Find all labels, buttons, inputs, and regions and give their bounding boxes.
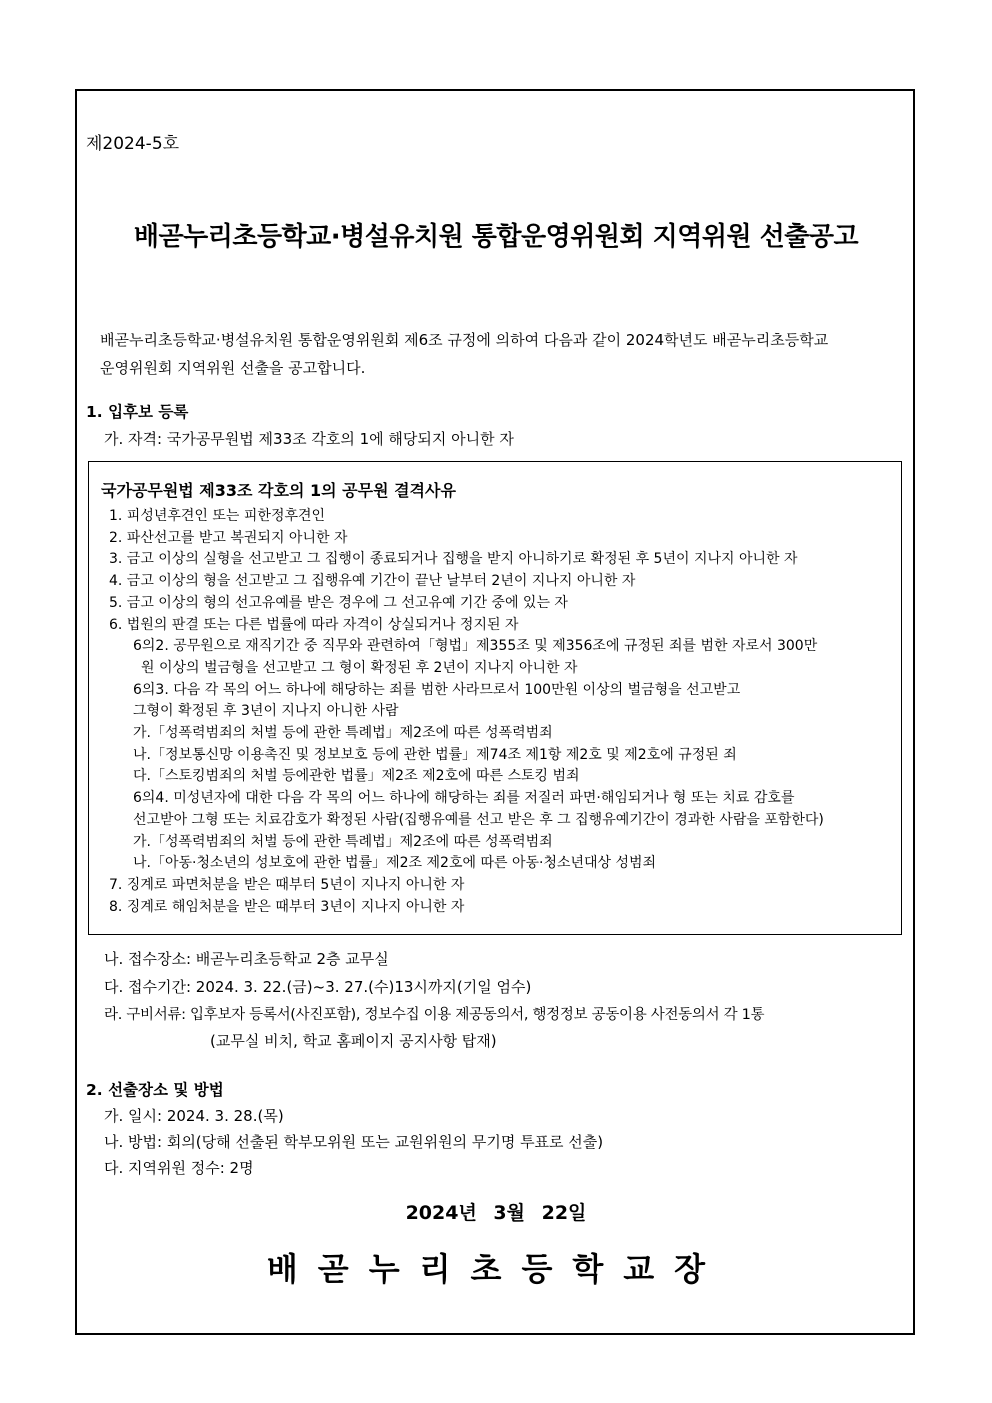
- list-item: 가.「성폭력범죄의 처벌 등에 관한 특례법」제2조에 따른 성폭력범죄: [133, 725, 553, 742]
- list-item: 선고받아 그형 또는 치료감호가 확정된 사람(집행유예를 선고 받은 후 그 집행유예기간이 경과한 사람을 포함한다): [133, 811, 824, 828]
- notice-date: 2024년 3월 22일: [405, 1202, 587, 1224]
- list-item: 6의4. 미성년자에 대한 다음 각 목의 어느 하나에 해당하는 죄를 저질러 파면·해임되거나 형 또는 치료 감호를: [133, 790, 795, 807]
- qualification-line: 가. 자격: 국가공무원법 제33조 각호의 1에 해당되지 아니한 자: [104, 430, 514, 448]
- datetime-line: 가. 일시: 2024. 3. 28.(목): [104, 1107, 284, 1125]
- period-line: 다. 접수기간: 2024. 3. 22.(금)~3. 27.(수)13시까지(기일 엄수): [104, 978, 532, 996]
- principal-signature: 배곧누리초등학교장: [266, 1250, 726, 1288]
- list-item: 6의3. 다음 각 목의 어느 하나에 해당하는 죄를 범한 사라므로서 100만원 이상의 벌금형을 선고받고: [133, 681, 741, 698]
- documents-note: (교무실 비치, 학교 홈페이지 공지사항 탑재): [210, 1032, 497, 1050]
- page-title: 배곧누리초등학교·병설유치원 통합운영위원회 지역위원 선출공고: [133, 222, 859, 252]
- documents-line: 라. 구비서류: 입후보자 등록서(사진포함), 정보수집 이용 제공동의서, 행정정보 공동이용 사전동의서 각 1통: [104, 1007, 765, 1023]
- disqualification-box: [88, 461, 902, 935]
- list-item: 4. 금고 이상의 형을 선고받고 그 집행유예 기간이 끝난 날부터 2년이 지나지 아니한 자: [109, 573, 636, 590]
- list-item: 1. 피성년후견인 또는 피한정후견인: [109, 508, 326, 524]
- list-item: 나.「정보통신망 이용촉진 및 정보보호 등에 관한 법률」제74조 제1항 제2호 및 제2호에 규정된 죄: [133, 746, 737, 763]
- intro-paragraph: [100, 326, 828, 382]
- list-item: 5. 금고 이상의 형의 선고유예를 받은 경우에 그 선고유예 기간 중에 있는 자: [109, 594, 568, 611]
- list-item: 가.「성폭력범죄의 처벌 등에 관한 특례법」제2조에 따른 성폭력범죄: [133, 833, 553, 850]
- list-item: 7. 징계로 파면처분을 받은 때부터 5년이 지나지 아니한 자: [109, 876, 465, 893]
- list-item: 그형이 확정된 후 3년이 지나지 아니한 사람: [133, 703, 399, 720]
- list-item: 8. 징계로 해임처분을 받은 때부터 3년이 지나지 아니한 자: [109, 898, 465, 915]
- place-line: 나. 접수장소: 배곧누리초등학교 2층 교무실: [104, 950, 389, 968]
- list-item: 나.「아동·청소년의 성보호에 관한 법률」제2조 제2호에 따른 아동·청소년대상 성범죄: [133, 855, 657, 872]
- list-item: 원 이상의 벌금형을 선고받고 그 형이 확정된 후 2년이 지나지 아니한 자: [141, 659, 578, 676]
- section1-heading: 1. 입후보 등록: [86, 403, 189, 421]
- intro-line: 배곧누리초등학교·병설유치원 통합운영위원회 제6조 규정에 의하여 다음과 같이 2024학년도 배곧누리초등학교: [100, 331, 829, 349]
- list-item: 3. 금고 이상의 실형을 선고받고 그 집행이 종료되거나 집행을 받지 아니하기로 확정된 후 5년이 지나지 아니한 자: [109, 551, 798, 568]
- intro-line: 운영위원회 지역위원 선출을 공고합니다.: [100, 359, 366, 377]
- list-item: 6의2. 공무원으로 재직기간 중 직무와 관련하여「형법」제355조 및 제356조에 규정된 죄를 범한 자로서 300만: [133, 638, 818, 655]
- disqualification-list: [109, 506, 824, 918]
- document-number: 제2024-5호: [86, 134, 180, 154]
- list-item: 6. 법원의 판결 또는 다른 법률에 따라 자격이 상실되거나 정지된 자: [109, 616, 519, 633]
- method-line: 나. 방법: 회의(당해 선출된 학부모위원 또는 교원위원의 무기명 투표로 선출): [104, 1133, 604, 1151]
- box-title: 국가공무원법 제33조 각호의 1의 공무원 결격사유: [101, 481, 456, 500]
- count-line: 다. 지역위원 정수: 2명: [104, 1159, 254, 1177]
- list-item: 다.「스토킹범죄의 처벌 등에관한 법률」제2조 제2호에 따른 스토킹 범죄: [133, 768, 580, 785]
- list-item: 2. 파산선고를 받고 복권되지 아니한 자: [109, 529, 348, 546]
- section2-heading: 2. 선출장소 및 방법: [86, 1081, 224, 1099]
